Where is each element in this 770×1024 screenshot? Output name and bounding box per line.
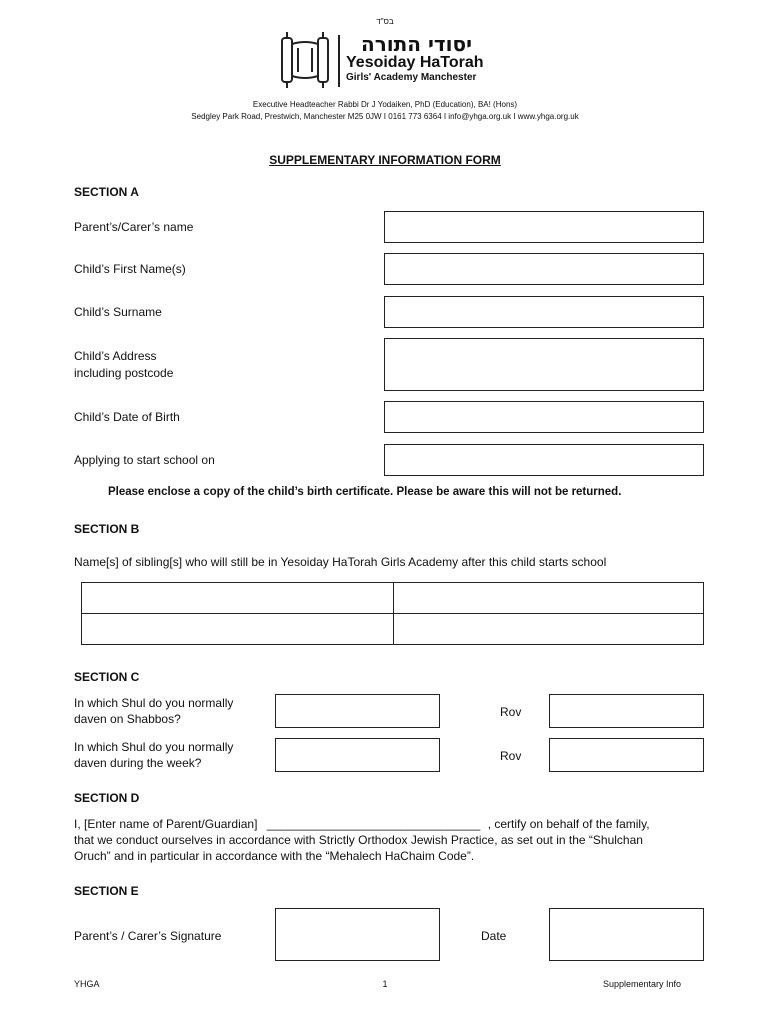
logo-subtitle: Girls' Academy Manchester bbox=[346, 72, 477, 83]
birth-certificate-note: Please enclose a copy of the child’s birth certificate. Please be aware this will not be returned. bbox=[108, 486, 622, 498]
weekday-rov-field[interactable] bbox=[549, 738, 704, 772]
siblings-question: Name[s] of sibling[s] who will still be in Yesoiday HaTorah Girls Academy after this child starts school bbox=[74, 555, 607, 569]
form-title: SUPPLEMENTARY INFORMATION FORM bbox=[269, 153, 501, 167]
table-row bbox=[82, 583, 704, 614]
date-label: Date bbox=[481, 929, 507, 943]
dob-label: Child’s Date of Birth bbox=[74, 410, 180, 424]
address-label-line2: including postcode bbox=[74, 366, 174, 380]
first-name-label: Child’s First Name(s) bbox=[74, 262, 186, 276]
school-logo bbox=[278, 30, 508, 90]
surname-field[interactable] bbox=[384, 296, 704, 328]
weekday-shul-label-line1: In which Shul do you normally bbox=[74, 740, 234, 754]
headteacher-line: Executive Headteacher Rabbi Dr J Yodaiken, PhD (Education), BA! (Hons) bbox=[252, 100, 518, 109]
section-b-heading: SECTION B bbox=[74, 522, 140, 536]
certification-line1 bbox=[74, 816, 698, 833]
date-field[interactable] bbox=[549, 908, 704, 961]
weekday-shul-label-line2: daven during the week? bbox=[74, 756, 202, 770]
shabbos-shul-field[interactable] bbox=[275, 694, 440, 728]
siblings-table bbox=[81, 582, 704, 645]
table-row bbox=[82, 614, 704, 645]
section-c-heading: SECTION C bbox=[74, 670, 140, 684]
torah-scroll-icon bbox=[278, 30, 334, 90]
start-date-label: Applying to start school on bbox=[74, 453, 215, 467]
address-label-line1: Child’s Address bbox=[74, 349, 157, 363]
sibling-cell[interactable] bbox=[394, 614, 704, 645]
signature-field[interactable] bbox=[275, 908, 440, 961]
start-date-field[interactable] bbox=[384, 444, 704, 476]
sibling-cell[interactable] bbox=[82, 614, 394, 645]
footer-right: Supplementary Info bbox=[603, 979, 682, 989]
sibling-cell[interactable] bbox=[82, 583, 394, 614]
address-field[interactable] bbox=[384, 338, 704, 391]
signature-label: Parent’s / Carer’s Signature bbox=[74, 929, 222, 943]
weekday-rov-label: Rov bbox=[500, 749, 522, 763]
section-e-heading: SECTION E bbox=[74, 884, 139, 898]
dob-field[interactable] bbox=[384, 401, 704, 433]
section-a-heading: SECTION A bbox=[74, 185, 139, 199]
address-line: Sedgley Park Road, Prestwich, Manchester M25 0JW I 0161 773 6364 I info@yhga.org.uk I www.yhga.org.uk bbox=[191, 112, 579, 121]
certification-line2: that we conduct ourselves in accordance with Strictly Orthodox Jewish Practice, as set out in the “Shulchan bbox=[74, 833, 643, 847]
certification-line3: Oruch” and in particular in accordance with the “Mehalech HaChaim Code”. bbox=[74, 849, 475, 863]
sibling-cell[interactable] bbox=[394, 583, 704, 614]
first-name-field[interactable] bbox=[384, 253, 704, 285]
section-d-heading: SECTION D bbox=[74, 791, 140, 805]
logo-hebrew: יסודי התורה bbox=[360, 32, 472, 56]
shabbos-rov-label: Rov bbox=[500, 705, 522, 719]
logo-divider bbox=[338, 35, 340, 87]
parent-name-field[interactable] bbox=[384, 211, 704, 243]
shabbos-shul-label-line1: In which Shul do you normally bbox=[74, 696, 234, 710]
page-number: 1 bbox=[382, 979, 388, 989]
surname-label: Child’s Surname bbox=[74, 305, 162, 319]
certification-end: , certify on behalf of the family, bbox=[487, 817, 650, 831]
weekday-shul-field[interactable] bbox=[275, 738, 440, 772]
logo-name: Yesoiday HaTorah bbox=[346, 54, 484, 71]
certification-start: I, [Enter name of Parent/Guardian] bbox=[74, 817, 258, 831]
parent-name-label: Parent’s/Carer’s name bbox=[74, 220, 194, 234]
bsd-mark: בס"ד bbox=[376, 17, 394, 26]
footer-left: YHGA bbox=[74, 979, 100, 989]
shabbos-rov-field[interactable] bbox=[549, 694, 704, 728]
shabbos-shul-label-line2: daven on Shabbos? bbox=[74, 712, 181, 726]
parent-name-blank[interactable]: ________________________________ bbox=[266, 817, 481, 831]
